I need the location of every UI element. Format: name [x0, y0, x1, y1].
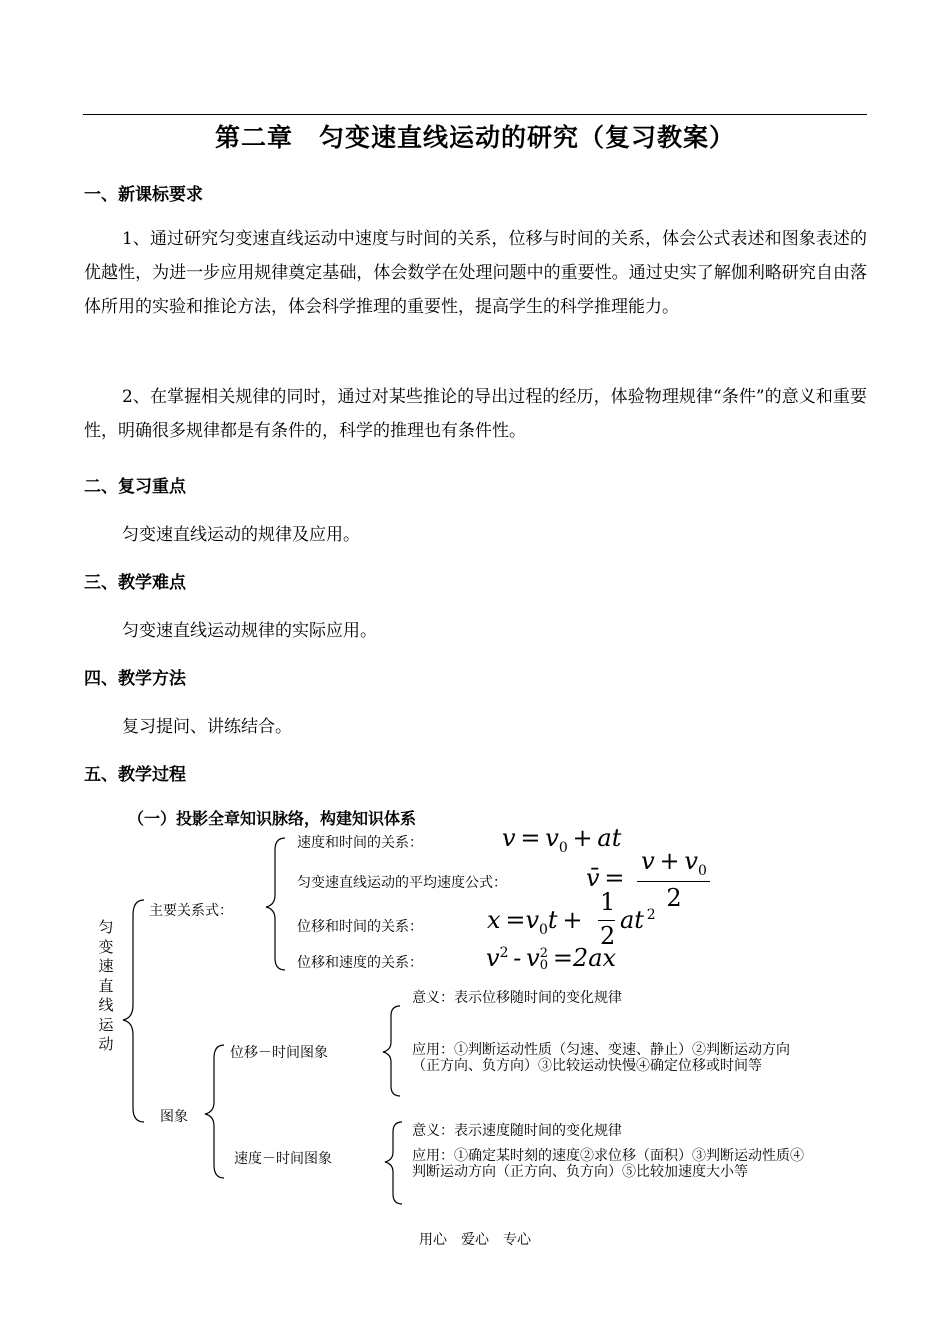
vt-graph-usage: 应用：①确定某时刻的速度②求位移（面积）③判断运动性质④判断运动方向（正方向、负方向）⑤比较加速度大小等 [412, 1148, 804, 1180]
graphs-label: 图象 [160, 1109, 188, 1125]
vt-brace [385, 1122, 402, 1204]
relation-xt-label: 位移和时间的关系： [297, 919, 423, 935]
graphs-brace [205, 1045, 224, 1178]
formula-displacement-half-den: 2 [600, 922, 616, 950]
xt-graph-usage: 应用：①判断运动性质（匀速、变速、静止）②判断运动方向（正方向、负方向）③比较运动快慢④确定位移或时间等 [412, 1042, 790, 1074]
section-4-body: 复习提问、讲练结合。 [122, 717, 292, 737]
relations-brace [266, 838, 285, 970]
main-relations-label: 主要关系式： [149, 903, 233, 919]
section-1-paragraph-1: 1、通过研究匀变速直线运动中速度与时间的关系，位移与时间的关系，体会公式表述和图象表述的优越性，为进一步应用规律奠定基础，体会数学在处理问题中的重要性。通过史实了解伽利略研究自由落体所用的实验和推论方法，体会科学推理的重要性，提高学生的科学推理能力。 [84, 229, 867, 317]
section-2-body: 匀变速直线运动的规律及应用。 [122, 525, 360, 545]
vt-graph-label: 速度－时间图象 [234, 1151, 332, 1167]
formula-displacement-time-part2: at $^2$ [620, 906, 656, 934]
formula-velocity-time: $v = v_0$ + at [502, 824, 622, 856]
section-5-subheading: （一）投影全章知识脉络，构建知识体系 [128, 809, 417, 828]
formula-average-velocity-lhs: v̄ = [586, 864, 625, 892]
root-brace [123, 900, 144, 1122]
diagram-root-label: 匀变速直线运动 [98, 918, 114, 1053]
formula-displacement-time-part1: $x =v_0t$ + [487, 906, 583, 938]
relation-vt-label: 速度和时间的关系： [297, 835, 423, 851]
section-3-heading: 三、教学难点 [84, 573, 186, 593]
formula-displacement-half-bar [598, 920, 615, 921]
page-title: 第二章 匀变速直线运动的研究（复习教案） [214, 123, 735, 152]
xt-graph-label: 位移－时间图象 [230, 1045, 328, 1061]
formula-average-velocity-numerator: $v + v_0$ [641, 847, 707, 879]
formula-average-velocity-fraction-bar [637, 881, 710, 882]
formula-velocity-displacement: $v^2 - v2$ 0 =2ax [486, 944, 617, 973]
section-3-body: 匀变速直线运动规律的实际应用。 [122, 621, 377, 641]
section-1-paragraph-2: 2、在掌握相关规律的同时，通过对某些推论的导出过程的经历，体验物理规律“条件”的意义和重要性，明确很多规律都是有条件的，科学的推理也有条件性。 [84, 387, 867, 441]
formula-displacement-half-num: 1 [600, 888, 616, 916]
page-footer: 用心 爱心 专心 [419, 1232, 531, 1248]
section-1-heading: 一、新课标要求 [84, 185, 203, 205]
xt-brace [383, 1006, 400, 1096]
section-2-heading: 二、复习重点 [84, 477, 186, 497]
relation-vx-label: 位移和速度的关系： [297, 955, 423, 971]
formula-average-velocity-denominator: 2 [666, 884, 682, 912]
relation-average-velocity-label: 匀变速直线运动的平均速度公式： [297, 875, 507, 891]
vt-graph-meaning: 意义：表示速度随时间的变化规律 [412, 1123, 622, 1139]
section-4-heading: 四、教学方法 [84, 669, 186, 689]
xt-graph-meaning: 意义：表示位移随时间的变化规律 [412, 990, 622, 1006]
section-5-heading: 五、教学过程 [84, 765, 186, 785]
